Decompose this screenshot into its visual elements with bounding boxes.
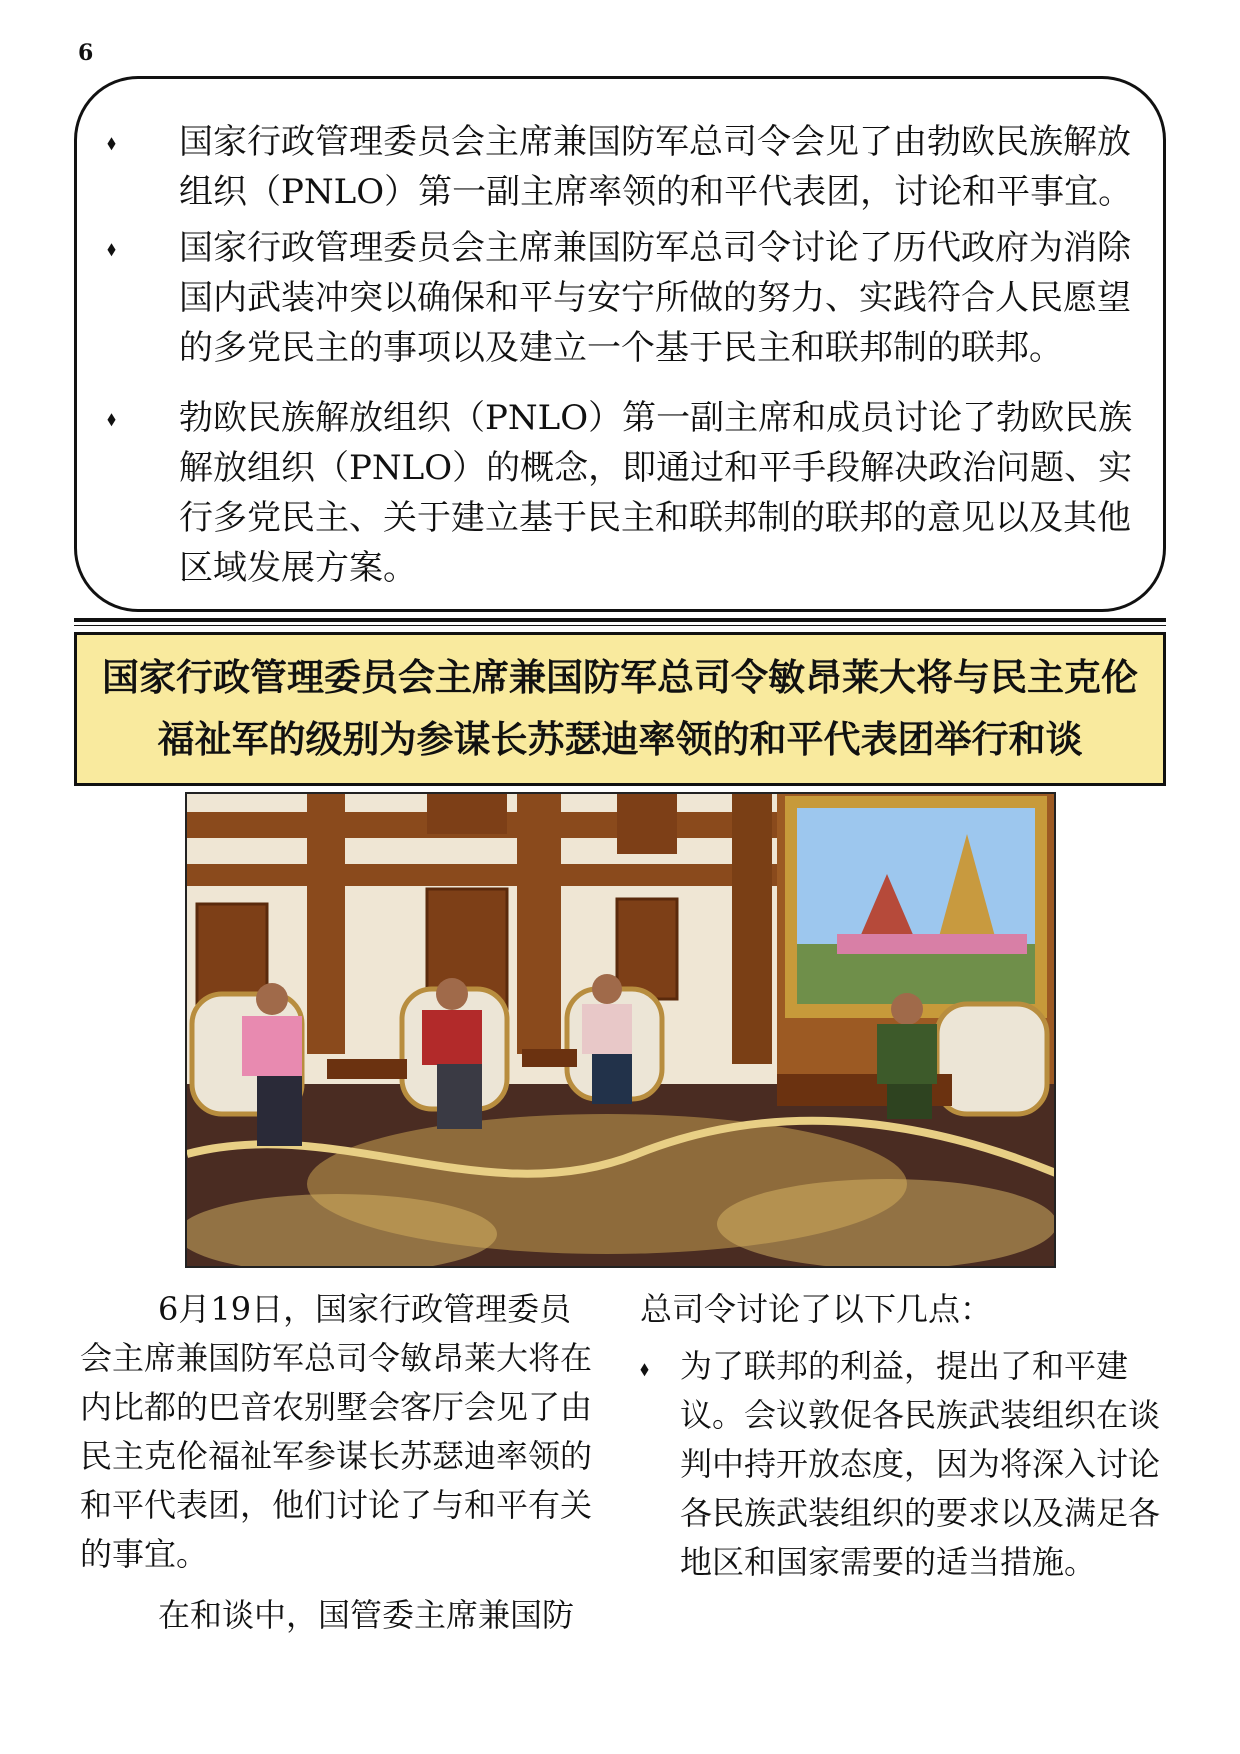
summary-box: [74, 76, 1166, 612]
summary-item: [107, 393, 1137, 593]
summary-text: 勃欧民族解放组织（PNLO）第一副主席和成员讨论了勃欧民族解放组织（PNLO）的概念，即通过和平手段解决政治问题、实行多党民主、关于建立基于民主和联邦制的联邦的意见以及其他区域发展方案。: [179, 398, 1133, 588]
discussion-point: [640, 1342, 1160, 1587]
diamond-bullet-icon: ⬧: [107, 130, 116, 154]
article-paragraph: 在和谈中，国管委主席兼国防: [158, 1596, 575, 1634]
summary-item: [107, 117, 1137, 217]
headline-line-1: 国家行政管理委员会主席兼国防军总司令敏昂莱大将与民主克伦: [102, 656, 1138, 699]
diamond-bullet-icon: ⬧: [640, 1356, 649, 1380]
divider-rule-thin: [74, 625, 1166, 626]
summary-item: [107, 223, 1137, 373]
summary-text: 国家行政管理委员会主席兼国防军总司令讨论了历代政府为消除国内武装冲突以确保和平与安宁所做的努力、实践符合人民愿望的多党民主的事项以及建立一个基于民主和联邦制的联邦。: [179, 228, 1131, 368]
summary-text: 国家行政管理委员会主席兼国防军总司令会见了由勃欧民族解放组织（PNLO）第一副主席率领的和平代表团，讨论和平事宜。: [179, 122, 1133, 212]
summary-list: [107, 117, 1137, 599]
discussion-point-text: 为了联邦的利益，提出了和平建议。会议敦促各民族武装组织在谈判中持开放态度，因为将深入讨论各民族武装组织的要求以及满足各地区和国家需要的适当措施。: [680, 1347, 1161, 1581]
diamond-bullet-icon: ⬧: [107, 406, 116, 430]
article-paragraph-continued: 总司令讨论了以下几点：: [640, 1290, 993, 1328]
divider-rule: [74, 618, 1166, 622]
article-headline: [74, 632, 1166, 786]
article-paragraph: 6月19日，国家行政管理委员会主席兼国防军总司令敏昂莱大将在内比都的巴音农别墅会客厅会见了由民主克伦福祉军参谋长苏瑟迪率领的和平代表团，他们讨论了与和平有关的事宜。: [80, 1290, 593, 1573]
article-column-left: [80, 1285, 600, 1652]
headline-line-2: 福祉军的级别为参谋长苏瑟迪率领的和平代表团举行和谈: [157, 718, 1083, 761]
page-number: 6: [78, 40, 94, 66]
article-column-right: [640, 1285, 1160, 1587]
meeting-photo: [185, 792, 1056, 1268]
diamond-bullet-icon: ⬧: [107, 236, 116, 260]
